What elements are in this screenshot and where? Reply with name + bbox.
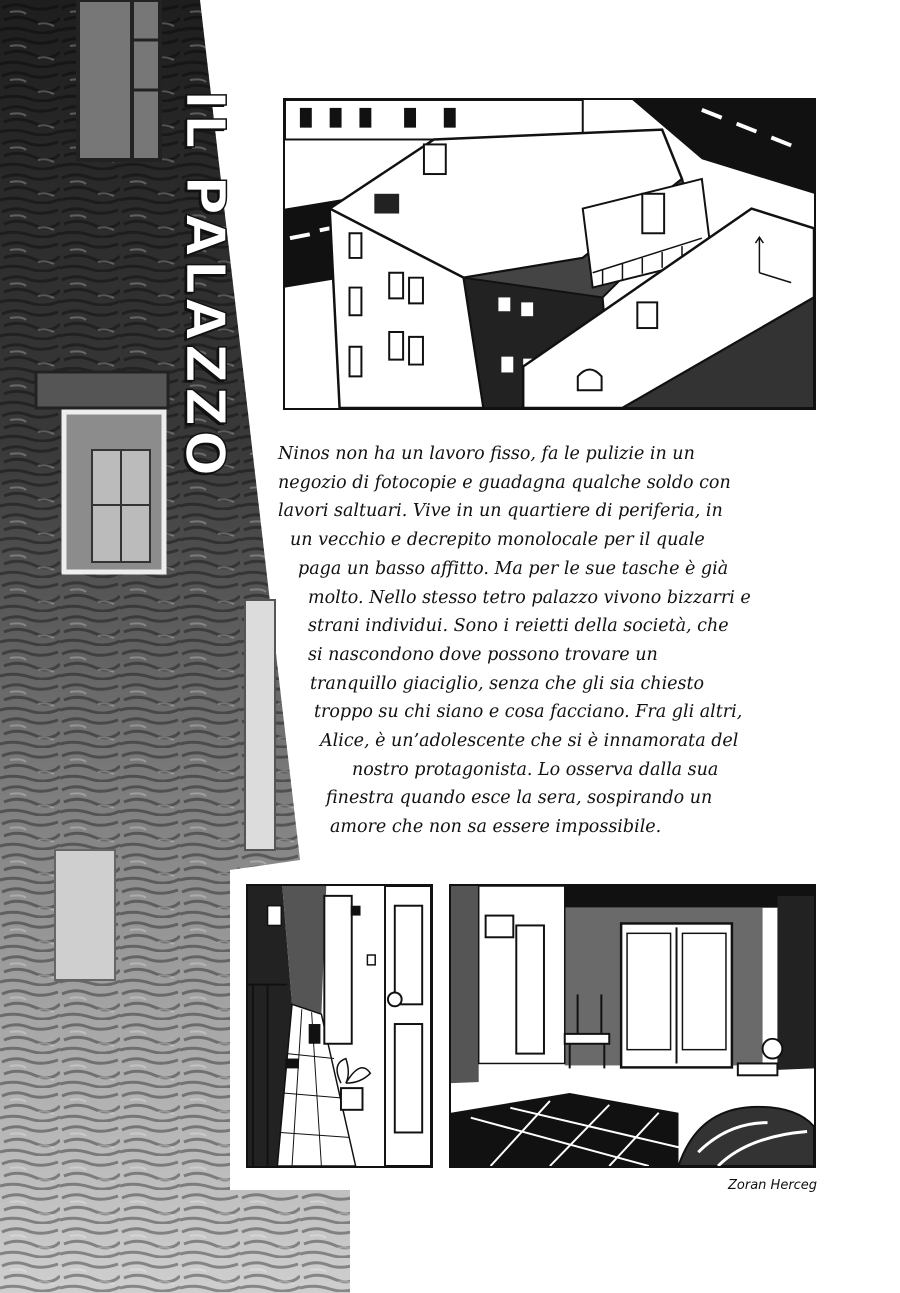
page-title: IL PALAZZO (173, 89, 237, 481)
panel-bedroom (449, 884, 816, 1168)
narration-line: un vecchio e decrepito monolocale per il quale (290, 530, 705, 551)
narration-line: amore che non sa essere impossibile. (330, 817, 662, 838)
panel-rooftops (283, 98, 816, 410)
narration-line: lavori saltuari. Vive in un quartiere di periferia, in (278, 501, 723, 522)
narration-line: si nascondono dove possono trovare un (308, 644, 658, 665)
narration-text (278, 440, 823, 842)
rooftops-illustration (285, 100, 814, 408)
narration-line: nostro protagonista. Lo osserva dalla sua (352, 759, 719, 780)
narration-line: finestra quando esce la sera, sospirando un (326, 788, 713, 809)
bedroom-illustration (451, 886, 814, 1166)
narration-line: tranquillo giaciglio, senza che gli sia chiesto (310, 673, 705, 694)
narration-line: molto. Nello stesso tetro palazzo vivono bizzarri e (308, 587, 751, 608)
artist-signature: Zoran Herceg (728, 1178, 818, 1193)
panel-corridor (246, 884, 433, 1168)
corridor-illustration (248, 886, 431, 1166)
narration-line: Alice, è un’adolescente che si è innamorata del (320, 731, 739, 752)
narration-line: Ninos non ha un lavoro fisso, fa le pulizie in un (278, 444, 695, 464)
narration-line: troppo su chi siano e cosa facciano. Fra gli altri, (314, 702, 743, 723)
title-container (165, 89, 245, 481)
narration-line: strani individui. Sono i reietti della società, che (308, 616, 729, 637)
narration-line: paga un basso affitto. Ma per le sue tasche è già (298, 558, 729, 579)
narration-line: negozio di fotocopie e guadagna qualche soldo con (278, 472, 731, 493)
